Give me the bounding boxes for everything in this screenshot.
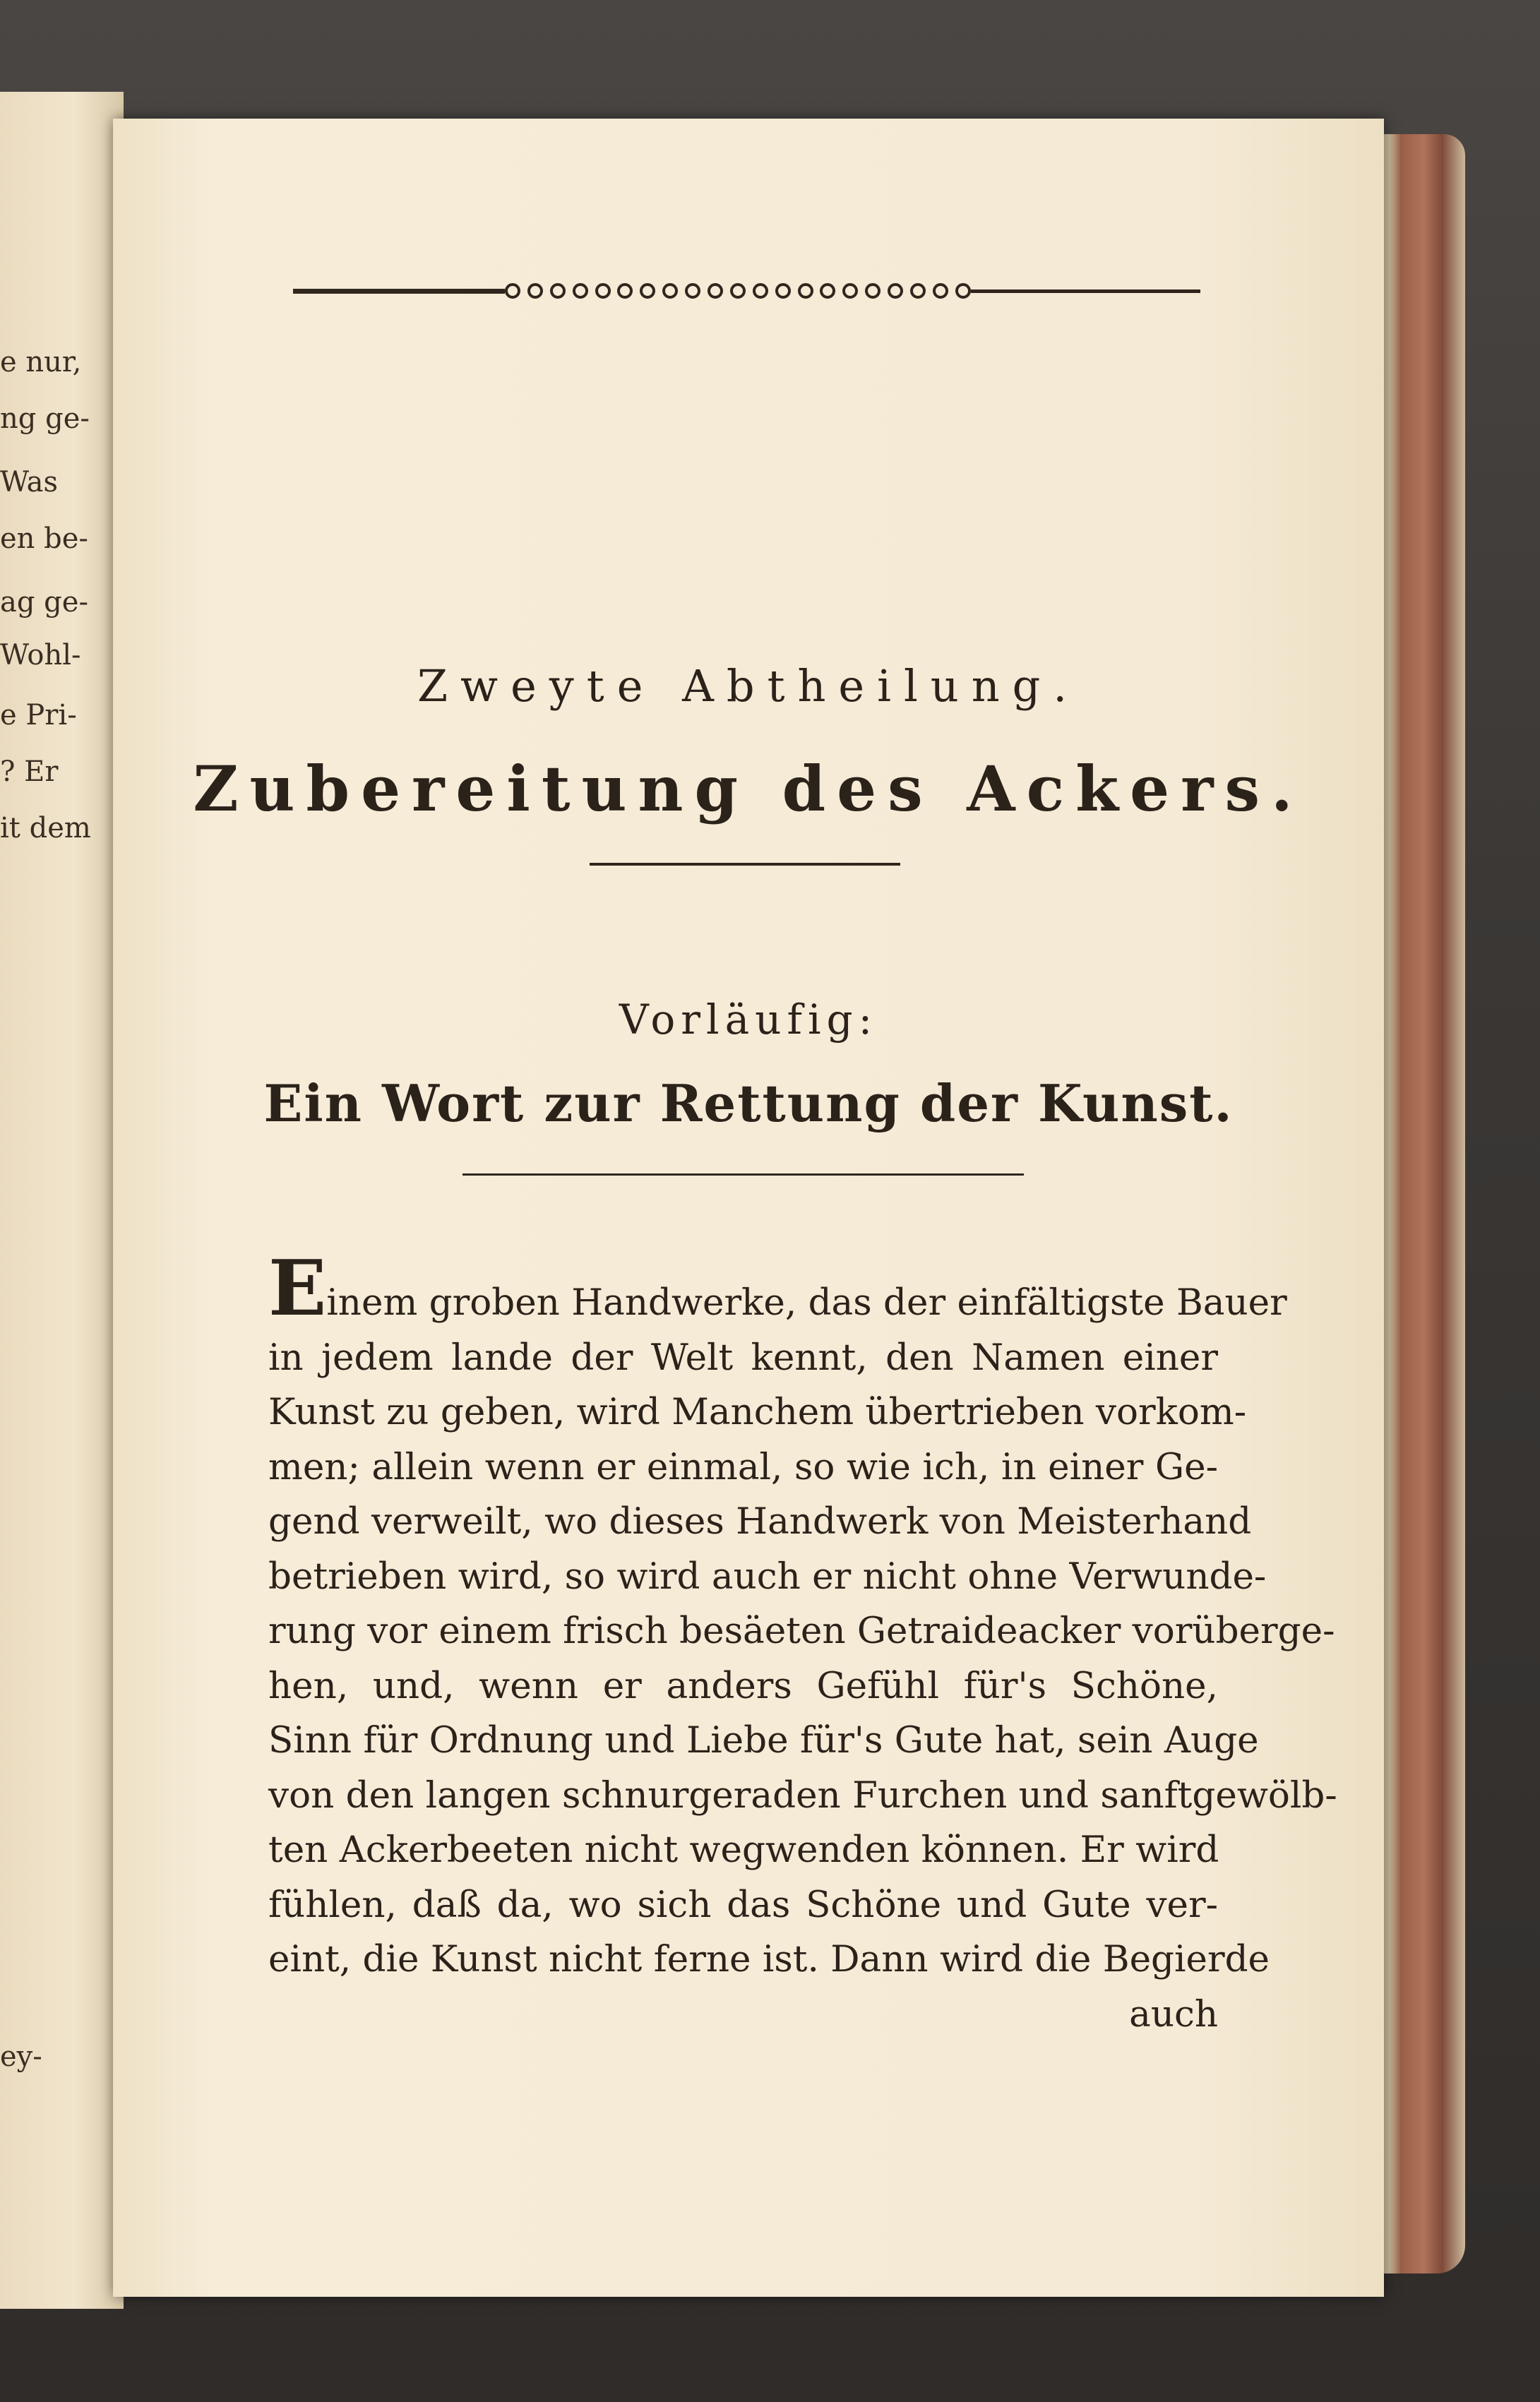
left-fragment: ey- bbox=[0, 2040, 42, 2073]
text-line: fühlen, daß da, wo sich das Schöne und Gute ver- bbox=[268, 1883, 1218, 1926]
body-text bbox=[268, 1244, 1337, 2042]
left-fragment: en be- bbox=[0, 522, 88, 555]
text-line: Einem groben Handwerke, das der einfältigste Bauer bbox=[268, 1244, 1287, 1333]
text-line: eint, die Kunst nicht ferne ist. Dann wird die Begierde bbox=[268, 1938, 1270, 1980]
text-line: men; allein wenn er einmal, so wie ich, in einer Ge- bbox=[268, 1445, 1218, 1488]
left-fragment: Wohl- bbox=[0, 639, 81, 671]
ornament-bar-right bbox=[971, 289, 1200, 293]
left-page bbox=[0, 92, 124, 2309]
left-fragment: Was bbox=[0, 466, 59, 498]
preface-label: Vorläufig: bbox=[619, 996, 878, 1044]
left-fragment: ag ge- bbox=[0, 586, 88, 619]
subtitle: Ein Wort zur Rettung der Kunst. bbox=[263, 1073, 1234, 1133]
book-edge bbox=[1373, 134, 1465, 2273]
ornament-chain bbox=[505, 281, 971, 301]
text-line: von den langen schnurgeraden Furchen und sanftgewölb- bbox=[268, 1774, 1337, 1817]
drop-cap: E bbox=[268, 1244, 327, 1333]
text-line: rung vor einem frisch besäeten Getraideacker vorüberge- bbox=[268, 1610, 1335, 1652]
left-fragment: ? Er bbox=[0, 755, 59, 788]
text-line: gend verweilt, wo dieses Handwerk von Meisterhand bbox=[268, 1500, 1252, 1543]
title-rule bbox=[590, 863, 900, 866]
catchword: auch bbox=[1129, 1992, 1218, 2036]
text-line: in jedem lande der Welt kennt, den Namen einer bbox=[268, 1336, 1218, 1379]
ornament-bar-left bbox=[293, 289, 505, 294]
chapter-title: Zubereitung des Ackers. bbox=[193, 752, 1304, 825]
text-line: ten Ackerbeeten nicht wegwenden können. Er wird bbox=[268, 1829, 1219, 1871]
ornament-rule bbox=[293, 281, 1200, 301]
left-fragment: e Pri- bbox=[0, 699, 77, 731]
text-line: betrieben wird, so wird auch er nicht ohne Verwunde- bbox=[268, 1555, 1267, 1598]
section-heading: Zweyte Abtheilung. bbox=[417, 660, 1080, 712]
text-line: hen, und, wenn er anders Gefühl für's Schöne, bbox=[268, 1664, 1218, 1707]
text-line: Kunst zu geben, wird Manchem übertrieben vorkom- bbox=[268, 1391, 1247, 1433]
text-line: Sinn für Ordnung und Liebe für's Gute hat, sein Auge bbox=[268, 1719, 1259, 1762]
left-fragment: e nur, bbox=[0, 346, 82, 378]
left-fragment: ng ge- bbox=[0, 402, 90, 435]
subtitle-rule bbox=[462, 1173, 1024, 1176]
left-fragment: it dem bbox=[0, 812, 91, 844]
